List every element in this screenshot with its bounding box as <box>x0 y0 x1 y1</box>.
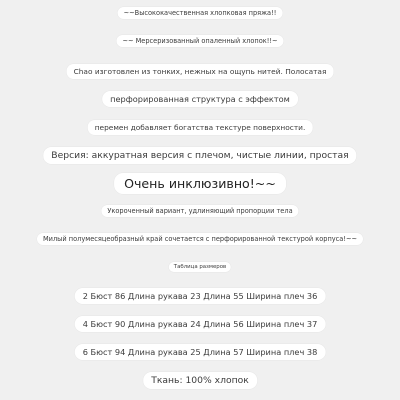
feature-line-yarn: ~~Высококачественная хлопковая пряжа!! <box>118 7 283 19</box>
crescent-hem-line: Милый полумесяцеобразный край сочетается с перфорированной текстурой корпуса!~~ <box>37 233 363 245</box>
size-row-6: 6 Бюст 94 Длина рукава 25 Длина 57 Ширина плеч 38 <box>75 344 326 360</box>
cropped-line: Укороченный вариант, удлиняющий пропорции тела <box>101 205 298 217</box>
size-table-title: Таблица размеров <box>169 262 231 272</box>
description-line-2: перфорированная структура с эффектом <box>102 91 298 107</box>
size-row-4: 4 Бюст 90 Длина рукава 24 Длина 56 Ширина плеч 37 <box>75 316 326 332</box>
inclusive-line: Очень инклюзивно!~~ <box>114 173 286 194</box>
description-line-1: Chao изготовлен из тонких, нежных на ощупь нитей. Полосатая <box>67 64 334 79</box>
feature-line-mercerized: ~~ Мерсеризованный опаленный хлопок!!~ <box>116 35 283 47</box>
size-row-2: 2 Бюст 86 Длина рукава 23 Длина 55 Ширина плеч 36 <box>75 288 326 304</box>
description-line-3: перемен добавляет богатства текстуре поверхности. <box>88 120 313 135</box>
fabric-line: Ткань: 100% хлопок <box>143 372 257 389</box>
version-line: Версия: аккуратная версия с плечом, чистые линии, простая <box>43 147 356 164</box>
